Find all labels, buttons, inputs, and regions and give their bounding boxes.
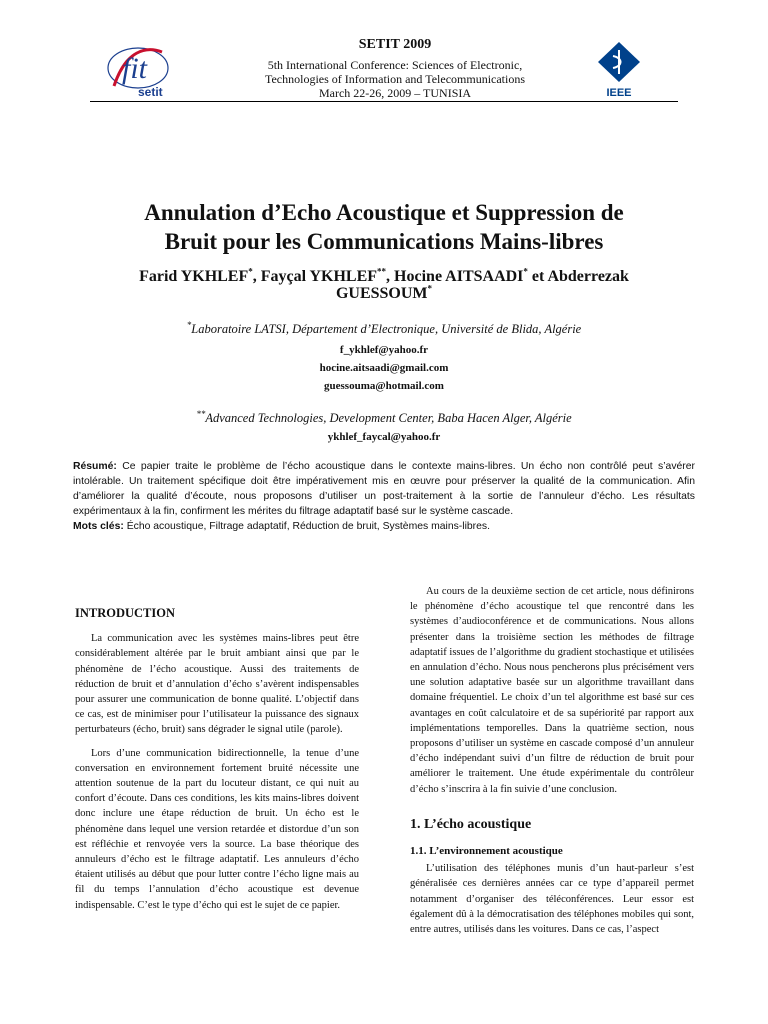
left-column [75,606,359,913]
author-2-mark: ** [377,266,387,277]
keywords-text: Écho acoustique, Filtrage adaptatif, Réduction de bruit, Systèmes mains-libres. [123,521,490,532]
right-column [410,584,694,937]
logo-setit-text: setit [138,85,163,99]
section-1-paragraph-1: L’utilisation des téléphones munis d’un haut-parleur s’est généralisée ces dernières années car ce type d’appareil permet notamment d’organiser des téléconférences. Leur essor est également dû à la démocratisation des téléphones mobiles qui sont, entre autres, utilisés dans les voitures. Dans ce cas, l’aspect [410,863,694,936]
keywords-label: Mots clés: [73,521,124,532]
affiliation-1-text: Laboratoire LATSI, Département d’Electronique, Université de Blida, Algérie [191,322,582,336]
header-rule [90,101,678,102]
section-1-heading: 1. L’écho acoustique [410,816,532,832]
abstract-label: Résumé: [73,461,117,472]
author-sep: , [386,268,395,285]
author-3-mark: * [523,266,528,277]
logo-ieee-text: IEEE [606,87,632,98]
abstract-text: Ce papier traite le problème de l’écho acoustique dans le contexte mains-libres. Un écho non contrôlé peut s’avérer intolérable. Un traitement spécifique doit être impérativement mis en œuvre pour préserver la qualité de la communication. Afin d’améliorer la qualité d’écoute, nous proposons d’utiliser un post-traitement à la sortie de l’annuleur d’écho. Les résultats expérimentaux à la fin, confirment les mérites du filtrage adaptatif basé sur le système cascade. [73,461,695,517]
author-2: Fayçal YKHLEF [260,268,378,285]
keywords [73,519,695,534]
author-sep: et Abderrezak [527,268,629,285]
author-4-mark: * [427,283,433,294]
ieee-logo [596,40,642,98]
email-4: ykhlef_faycal@yahoo.fr [327,431,441,443]
conference-line-2: Technologies of Information and Telecommunications [264,72,526,86]
conference-line-1: 5th International Conference: Sciences of Electronic, [267,58,523,72]
author-1: Farid YKHLEF [139,268,249,285]
author-3: Hocine AITSAADI [394,268,524,285]
intro-paragraph-3: Au cours de la deuxième section de cet article, nous définirons le phénomène d’écho acoustique tel que rencontré dans les systèmes d’audioconférence et de communications. Nous allons présenter dans la troisième section les méthodes de filtrage adaptatif issues de l’algorithme du gradient stochastique et utilisées en annulation d’écho. Nous nous pencherons plus précisément vers une solution adaptative basée sur un algorithme travaillant dans domaine fréquentiel. Le choix d’un tel algorithme est basé sur ces avantages en coût calculatoire et de sa supériorité par rapport aux implémentations temporelles. Dans la quatrième section, nous proposons d’utiliser un système en cascade composé d’un annuleur d’écho indépendant suivi d’un filtre de réduction de bruit pour améliorer le traitement. Une étude expérimentale du contrôleur d’écho s’inscrira à la fin suivie d’une conclusion. [410,586,694,795]
email-1: f_ykhlef@yahoo.fr [339,344,429,356]
intro-paragraph-2: Lors d’une communication bidirectionnelle, la tenue d’une conversation en environnement fortement bruité nécessite une attention soutenue de la part du locuteur distant, ce qui nuit au confort d’écoute. Dans ces conditions, les kits mains-libres doivent donc inclure une étape réduction de bruit. Un écho est le phénomène dans lequel une version retardée et distordue d’un son est réfléchie et renvoyée vers la source. La base théorique des annuleurs d’écho est le filtrage adaptatif. Les annuleurs d’écho étaient utilisés au début que pour lutter contre l’écho ligne mais au fil du temps l’annulation d’écho acoustique est devenue indispensable. C’est le type d’écho qui est le sujet de ce papier. [75,747,359,911]
author-list [60,268,708,302]
affiliation-1-mark: * [186,319,192,330]
paper-title-line-1: Annulation d’Echo Acoustique et Suppression de [144,200,624,225]
affiliation-2-text: Advanced Technologies, Development Center, Baba Hacen Alger, Algérie [205,411,572,425]
email-3: guessouma@hotmail.com [324,380,444,392]
affiliation-1 [60,321,708,337]
author-1-mark: * [248,266,253,277]
abstract-body [73,459,695,519]
author-4: GUESSOUM [335,285,428,302]
conference-date: March 22-26, 2009 – TUNISIA [318,86,472,100]
setit-logo [104,38,186,100]
logo-fit-text: fit [122,52,148,85]
affiliation-2 [60,410,708,426]
conference-name: SETIT 2009 [358,37,432,52]
email-2: hocine.aitsaadi@gmail.com [319,362,449,374]
introduction-heading: INTRODUCTION [75,606,176,620]
abstract [73,459,695,534]
author-sep: , [252,268,261,285]
subsection-1-1-heading: 1.1. L’environnement acoustique [410,845,563,858]
paper-title-line-2: Bruit pour les Communications Mains-libres [164,229,604,254]
affiliation-2-mark: ** [196,408,206,419]
intro-paragraph-1: La communication avec les systèmes mains-libres peut être considérablement altérée par le bruit ambiant ainsi que par le phénomène de l’écho acoustique. Aussi des traitements de réduction de bruit et d’annulation d’écho s’avèrent indispensables pour assurer une communication de bonne qualité. L’objectif dans ce cas, est de minimiser pour l’utilisateur la puissance des signaux perturbateurs (écho, bruit) sans dégrader le signal utile (parole). [75,633,359,736]
